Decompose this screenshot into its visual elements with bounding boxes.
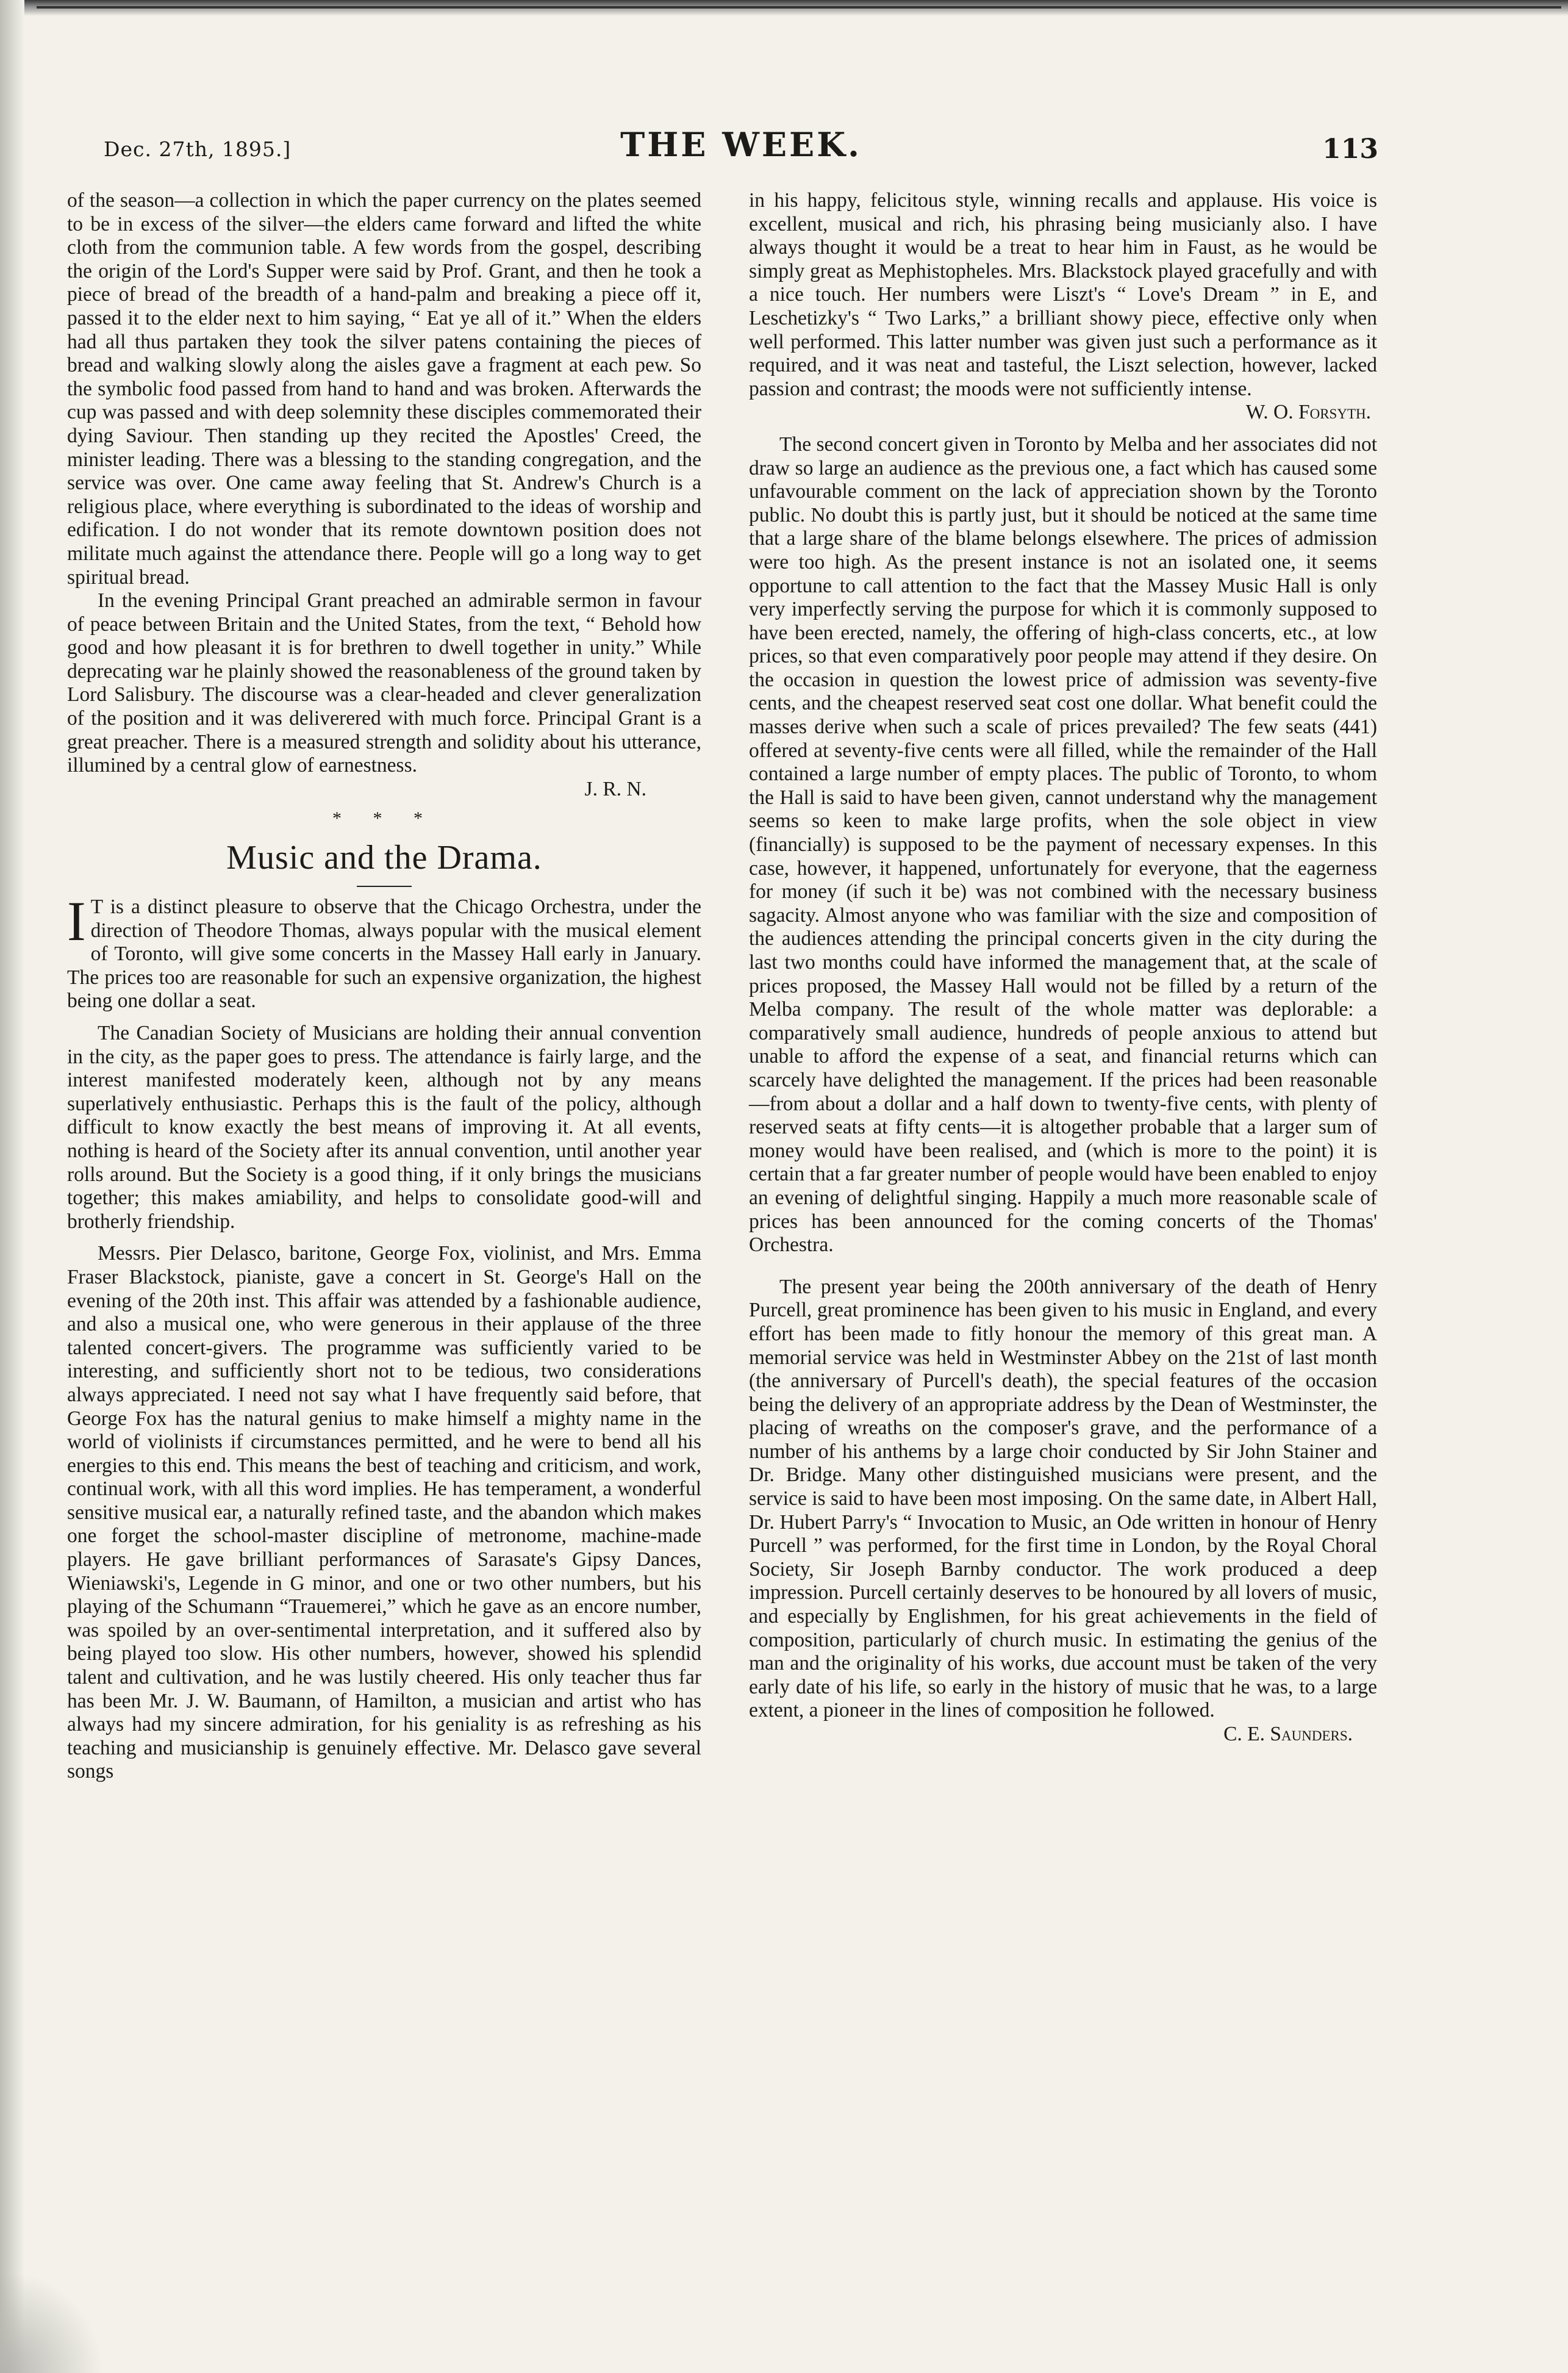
- page-corner-shadow: [0, 2275, 110, 2373]
- left-column: [67, 189, 701, 1784]
- signature-saunders: C. E. Saunders.: [1223, 1723, 1353, 1745]
- right-column: [749, 189, 1377, 1747]
- paragraph-melba-concert: The second concert given in Toronto by Melba and her associates did not draw so large an audience as the previous one, a fact which has caused some unfavourable comment on the lack of appreciation shown by the Toronto public. No doubt this is partly just, but it should be noticed at the same time that a large share of the blame belongs elsewhere. The prices of admission were too high. As the present instance is not an isolated one, it seems opportune to call attention to the fact that the Massey Music Hall is only very imperfectly serving the purpose for which it is commonly supposed to have been erected, namely, the offering of high-class concerts, etc., at low prices, so that even comparatively poor people may attend if they desire. On the occasion in question the lowest price of admission was seventy-five cents, and the cheapest reserved seat cost one dollar. What benefit could the masses derive when such a scale of prices prevailed? The few seats (441) offered at seventy-five cents were all filled, while the remainder of the Hall contained a large number of empty places. The public of Toronto, to whom the Hall is said to have been given, cannot understand why the management seems so keen to make large profits, when the sole object in view (financially) is supposed to be the payment of necessary expenses. In this case, however, it happened, unfortunately for everyone, that the eagerness for money (if such it be) was not combined with the necessary business sagacity. Almost anyone who was familiar with the size and composition of the audiences attending the principal concerts given in the city during the last two months could have informed the management that, at the scale of prices proposed, the Massey Hall would not be filled by a return of the Melba company. The result of the whole matter was deplorable: a comparatively small audience, hundreds of people anxious to attend but unable to afford the expense of a seat, and financial returns which can scarcely have delighted the management. If the prices had been reasonable—from about a dollar and a half down to twenty-five cents, with plenty of reserved seats at fifty cents—it is altogether probable that a larger sum of money would have been realised, and (which is more to the point) it is certain that a far greater number of people would have been enabled to enjoy an evening of delightful singing. Happily a much more reasonable scale of prices has been announced for the coming concerts of the Thomas' Orchestra.: [749, 433, 1377, 1257]
- top-rule: [37, 6, 1561, 9]
- paragraph-chicago-orchestra: [67, 890, 701, 1013]
- paragraph-canadian-society: The Canadian Society of Musicians are holding their annual convention in the city, as the paper goes to press. The attendance is fairly large, and the interest manifested moderately keen, although not by any means superlatively enthusiastic. Perhaps this is the fault of the policy, although difficult to know exactly the best means of improving it. At all events, nothing is heard of the Society after its annual convention, until another year rolls around. But the Society is a good thing, if it only brings the musicians together; this makes amiability, and helps to consolidate good-will and brotherly friendship.: [67, 1022, 701, 1233]
- signature-forsyth: W. O. Forsyth.: [1245, 401, 1371, 424]
- paragraph-sermon: In the evening Principal Grant preached an admirable sermon in favour of peace between Britain and the United States, from the text, “ Behold how good and how pleasant it is for brethren to dwell together in unity.” While deprecating war he plainly showed the reasonableness of the ground taken by Lord Salisbury. The discourse was a clear-headed and clever generalization of the position and it was deliverered with much force. Principal Grant is a great preacher. There is a measured strength and solidity about his utterance, illumined by a central glow of earnestness.: [67, 589, 701, 777]
- publication-title: THE WEEK.: [620, 125, 862, 164]
- section-divider-stars: * * *: [332, 808, 436, 829]
- page-header: [104, 125, 1378, 180]
- page-number: 113: [1322, 134, 1378, 165]
- section-heading-music-drama: Music and the Drama.: [226, 839, 542, 877]
- page-left-edge: [0, 0, 24, 2373]
- paragraph-delasco-concert: Messrs. Pier Delasco, baritone, George Fox, violinist, and Mrs. Emma Fraser Blackstock, pianiste, gave a concert in St. George's Hall on the evening of the 20th inst. This affair was attended by a fashionable audience, and also a musical one, who were generous in their applause of the three talented concert-givers. The programme was sufficiently varied to be interesting, and sufficiently short not to be tedious, two considerations always appreciated. I need not say what I have frequently said before, that George Fox has the natural genius to make himself a mighty name in the world of violinists if circumstances permitted, and he were to bend all his energies to this end. This means the best of teaching and criticism, and work, continual work, with all this word implies. He has temperament, a wonderful sensitive musical ear, a naturally refined taste, and the abandon which makes one forget the school-master discipline of metronome, machine-made players. He gave brilliant performances of Sarasate's Gipsy Dances, Wieniawski's, Legende in G minor, and one or two other numbers, but his playing of the Schumann “Trauemerei,” which he gave as an encore number, was spoiled by an over-sentimental interpretation, and it suffered also by being played too slow. His other numbers, however, showed his splendid talent and cultivation, and he was lustily cheered. His only teacher thus far has been Mr. J. W. Baumann, of Hamilton, a musician and artist who has always had my sincere admiration, for his geniality is as refreshing as his teaching and musicianship is genuinely effective. Mr. Delasco gave several songs: [67, 1242, 701, 1783]
- paragraph-delasco-continued: in his happy, felicitous style, winning recalls and applause. His voice is excellent, musical and rich, his phrasing being musicianly also. I have always thought it would be a treat to hear him in Faust, as he would be simply great as Mephistopheles. Mrs. Blackstock played gracefully and with a nice touch. Her numbers were Liszt's “ Love's Dream ” in E, and Leschetizky's “ Two Larks,” a brilliant showy piece, effective only when well performed. This latter number was given just such a performance as it required, and it was neat and tasteful, the Liszt selection, however, lacked passion and contrast; the moods were not sufficiently intense.: [749, 189, 1377, 400]
- drop-cap: I: [67, 890, 86, 953]
- paragraph-purcell: The present year being the 200th anniversary of the death of Henry Purcell, great prominence has been given to his music in England, and every effort has been made to fitly honour the memory of this great man. A memorial service was held in Westminster Abbey on the 21st of last month (the anniversary of Purcell's death), the special features of the occasion being the delivery of an appropriate address by the Dean of Westminster, the placing of wreaths on the composer's grave, and the performance of a number of his anthems by a large choir conducted by Sir John Stainer and Dr. Bridge. Many other distinguished musicians were present, and the service is said to have been most imposing. On the same date, in Albert Hall, Dr. Hubert Parry's “ Invocation to Music, an Ode written in honour of Henry Purcell ” was performed, for the first time in London, by the Royal Choral Society, Sir Joseph Barnby conductor. The work produced a deep impression. Purcell certainly deserves to be honoured by all lovers of music, and especially by Englishmen, for his great achievements in the field of composition, particularly of church music. In estimating the genius of the man and the originality of his works, due account must be taken of the very early date of his life, so early in the history of music that he was, to a large extent, a pioneer in the lines of composition he followed.: [749, 1275, 1377, 1722]
- signature-jrn: J. R. N.: [584, 777, 646, 800]
- paragraph-communion: of the season—a collection in which the paper currency on the plates seemed to be in excess of the silver—the elders came forward and lifted the white cloth from the communion table. A few words from the gospel, describing the origin of the Lord's Supper were said by Prof. Grant, and then he took a piece of bread of the breadth of a hand-palm and breaking a piece off it, passed it to the elder next to him saying, “ Eat ye all of it.” When the elders had all thus partaken they took the silver patens containing the pieces of bread and walking slowly along the aisles gave a fragment at each pew. So the symbolic food passed from hand to hand and was broken. Afterwards the cup was passed and with deep solemnity these disciples commemorated their dying Saviour. Then standing up they recited the Apostles' Creed, the minister leading. There was a blessing to the standing congregation, and the service was over. One came away feeling that St. Andrew's Church is a religious place, where everything is subordinated to the ideas of worship and edification. I do not wonder that its remote downtown position does not militate much against the attendance there. People will go a long way to get spiritual bread.: [67, 189, 701, 589]
- heading-rule: [357, 886, 412, 887]
- paragraph-chicago-orchestra-text: T is a distinct pleasure to observe that the Chicago Orchestra, under the direction of Theodore Thomas, always popular with the musical element of Toronto, will give some concerts in the Massey Hall early in January. The prices too are reasonable for such an expensive organization, the highest being one dollar a seat.: [67, 896, 701, 1013]
- issue-date: Dec. 27th, 1895.]: [104, 137, 292, 161]
